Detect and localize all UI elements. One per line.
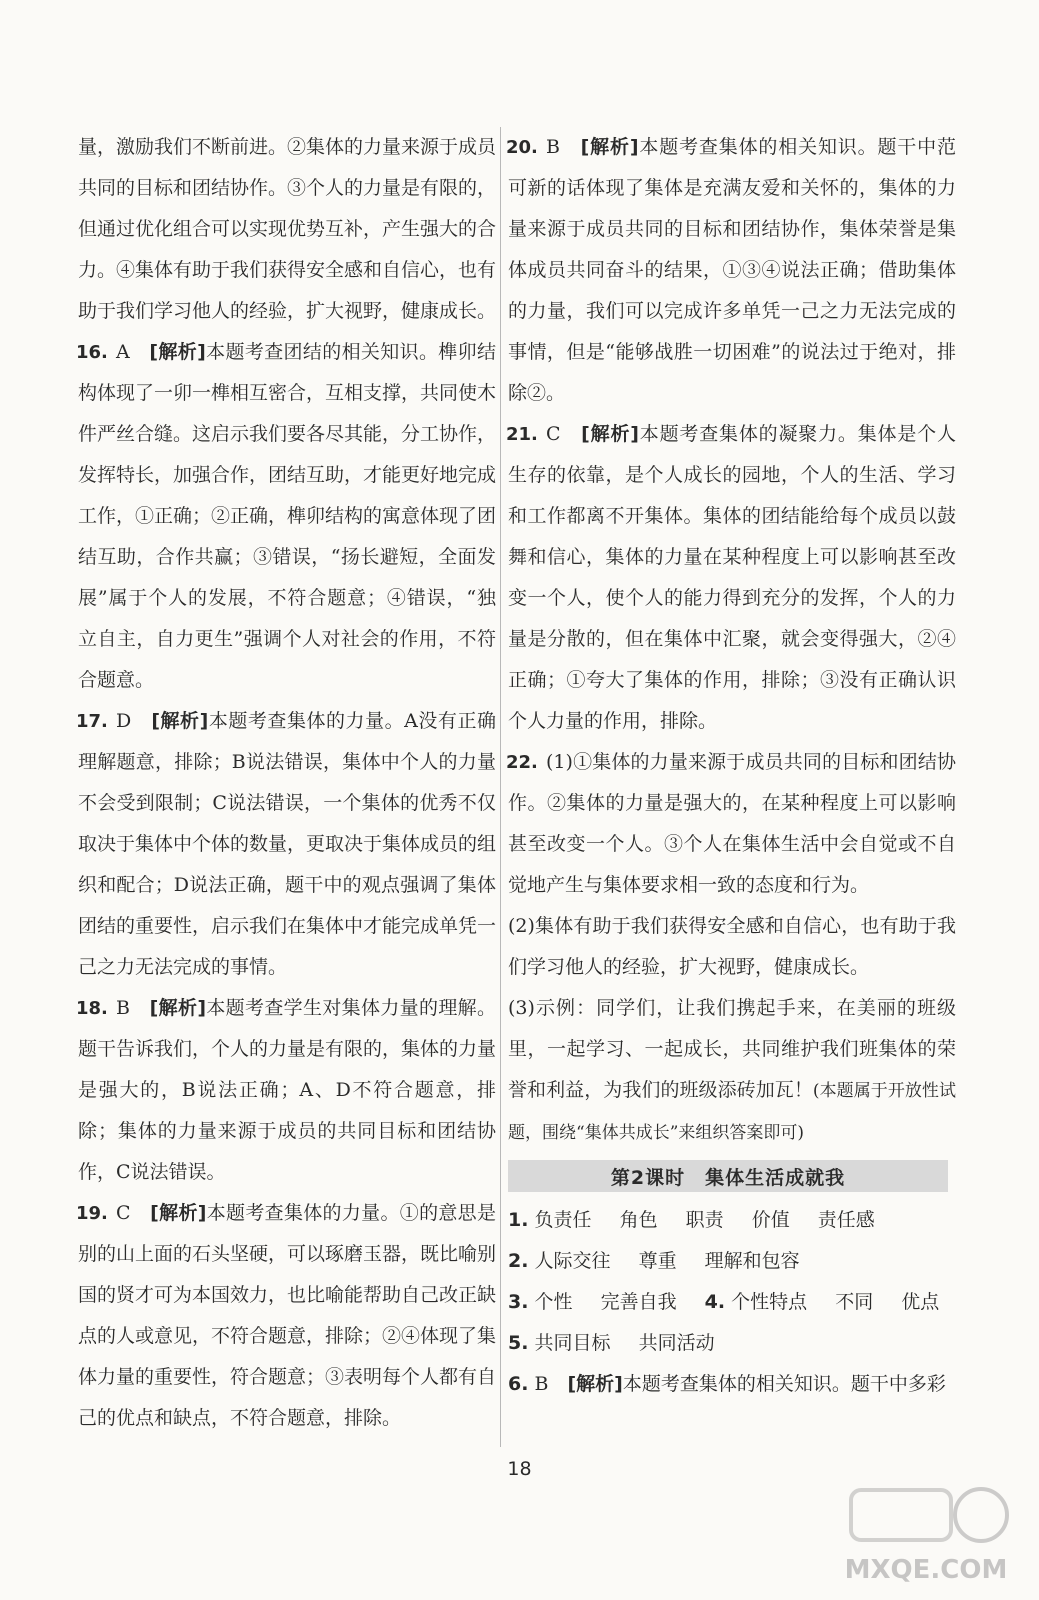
question-number: 18. — [76, 998, 108, 1019]
answer-letter: B — [546, 136, 560, 158]
analysis-text: 本题考查集体的力量。A没有正确理解题意，排除；B说法错误，集体中个人的力量不会受到限制；C说法错误，一个集体的优秀不仅取决于集体中个体的数量，更取决于集体成员的组织和配合；D说法正确，题干中的观点强调了集体团结的重要性，启示我们在集体中才能完成单凭一己之力无法完成的事情。 — [78, 710, 497, 978]
answer-letter: C — [116, 1202, 131, 1224]
question-20 — [508, 127, 956, 414]
right-column — [508, 127, 956, 1405]
question-number: 19. — [76, 1203, 108, 1224]
left-column — [78, 127, 496, 1439]
answer-1: 1. 负责任 角色 职责 价值 责任感 — [508, 1209, 875, 1231]
analysis-tag: [解析] — [151, 710, 209, 732]
question-21 — [508, 414, 956, 742]
analysis-tag: [解析] — [149, 341, 206, 363]
q22-part3: (3)示例：同学们，让我们携起手来，在美丽的班级里，一起学习、一起成长，共同维护我们班集体的荣誉和利益，为我们的班级添砖加瓦！ — [508, 997, 956, 1101]
lesson-header: 第2课时 集体生活成就我 — [508, 1160, 948, 1192]
answer-letter: B — [116, 997, 130, 1019]
answer-5: 5. 共同目标 共同活动 — [508, 1332, 715, 1354]
q15-continuation: 量，激励我们不断前进。②集体的力量来源于成员共同的目标和团结协作。③个人的力量是有限的，但通过优化组合可以实现优势互补，产生强大的合力。④集体有助于我们获得安全感和自信心，也有助于我们学习他人的经验，扩大视野，健康成长。 — [78, 136, 497, 322]
analysis-text: 本题考查团结的相关知识。榫卯结构体现了一卯一榫相互密合，互相支撑，共同使木件严丝合缝。这启示我们要各尽其能，分工协作，发挥特长，加强合作，团结互助，才能更好地完成工作，①正确；②正确，榫卯结构的寓意体现了团结互助，合作共赢；③错误，“扬长避短，全面发展”属于个人的发展，不符合题意；④错误，“独立自主，自力更生”强调个人对社会的作用，不符合题意。 — [78, 341, 497, 691]
question-18 — [78, 988, 496, 1193]
analysis-tag: [解析] — [581, 423, 639, 445]
analysis-tag: [解析] — [150, 1202, 207, 1224]
answer-2: 2. 人际交往 尊重 理解和包容 — [508, 1250, 800, 1272]
answer-letter: C — [546, 423, 561, 445]
q22-part1: (1)①集体的力量来源于成员共同的目标和团结协作。②集体的力量是强大的，在某种程度上可以影响甚至改变一个人。③个人在集体生活中会自觉或不自觉地产生与集体要求相一致的态度和行为。 — [508, 751, 956, 896]
question-number: 16. — [76, 342, 108, 363]
answer-6: 6. B [解析]本题考查集体的相关知识。题干中多彩 — [508, 1373, 946, 1395]
page-number: 18 — [507, 1458, 532, 1480]
analysis-tag: [解析] — [580, 136, 639, 158]
watermark-logo — [831, 1470, 1021, 1590]
column-divider — [500, 127, 501, 1447]
question-number: 17. — [76, 711, 108, 732]
q22-part3-note: (本题属于开放性试题，围绕“集体共成长”来组织答案即可) — [508, 1081, 956, 1143]
answer-3-4: 3. 个性 完善自我 4. 个性特点 不同 优点 — [508, 1291, 940, 1313]
question-number: 20. — [506, 137, 538, 158]
answer-letter: D — [116, 710, 132, 732]
analysis-text: 本题考查学生对集体力量的理解。题干告诉我们，个人的力量是有限的，集体的力量是强大的，B说法正确；A、D不符合题意，排除；集体的力量来源于成员的共同目标和团结协作，C说法错误。 — [78, 997, 497, 1183]
question-19 — [78, 1193, 496, 1439]
question-17 — [78, 701, 496, 988]
analysis-text: 本题考查集体的力量。①的意思是别的山上面的石头坚硬，可以琢磨玉器，既比喻别国的贤才可为本国效力，也比喻能帮助自己改正缺点的人或意见，不符合题意，排除；②④体现了集体力量的重要性，符合题意；③表明每个人都有自己的优点和缺点，不符合题意，排除。 — [78, 1202, 497, 1429]
watermark-text: MXQE.COM — [844, 1555, 1008, 1585]
analysis-text: 本题考查集体的相关知识。题干中范可新的话体现了集体是充满友爱和关怀的，集体的力量来源于成员共同的目标和团结协作，集体荣誉是集体成员共同奋斗的结果，①③④说法正确；借助集体的力量，我们可以完成许多单凭一己之力无法完成的事情，但是“能够战胜一切困难”的说法过于绝对，排除②。 — [508, 136, 956, 404]
question-number: 21. — [506, 424, 538, 445]
analysis-tag: [解析] — [149, 997, 207, 1019]
answer-letter: A — [116, 341, 130, 363]
question-22 — [508, 742, 956, 1154]
question-16 — [78, 332, 496, 701]
q22-part2: (2)集体有助于我们获得安全感和自信心，也有助于我们学习他人的经验，扩大视野，健康成长。 — [508, 915, 956, 978]
question-number: 22. — [506, 752, 538, 773]
analysis-text: 本题考查集体的凝聚力。集体是个人生存的依靠，是个人成长的园地，个人的生活、学习和工作都离不开集体。集体的团结能给每个成员以鼓舞和信心，集体的力量在某种程度上可以影响甚至改变一个人，使个人的能力得到充分的发挥，个人的力量是分散的，但在集体中汇聚，就会变得强大，②④正确；①夸大了集体的作用，排除；③没有正确认识个人力量的作用，排除。 — [508, 423, 956, 732]
